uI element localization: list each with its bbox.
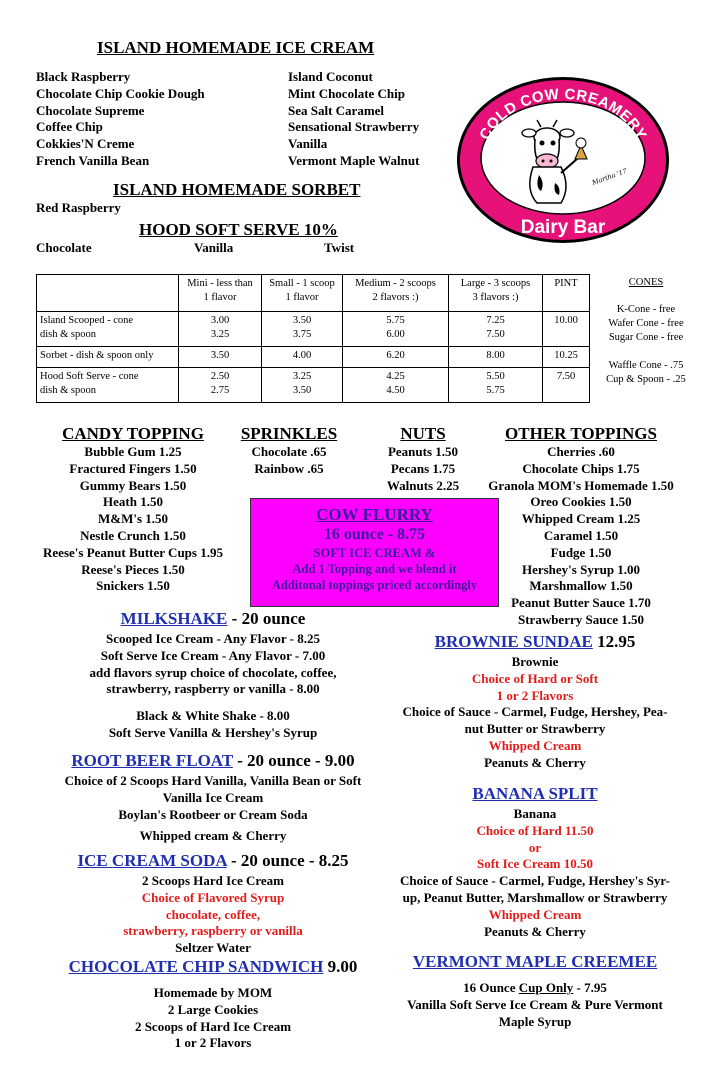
other-item: Marshmallow 1.50 [529, 578, 633, 594]
flavor-item: Chocolate Supreme [36, 102, 145, 118]
candy-item: Reese's Peanut Butter Cups 1.95 [43, 544, 223, 560]
flurry-price: 16 ounce - 8.75 [323, 526, 426, 543]
banana-sauce-line: up, Peanut Butter, Marshmallow or Strawberry [402, 889, 668, 905]
sandwich-price: 9.00 [323, 957, 358, 976]
candy-toppings [26, 423, 240, 595]
candy-item: Bubble Gum 1.25 [84, 444, 182, 459]
flurry-title: COW FLURRY [316, 505, 433, 524]
flurry-line: Additonal toppings priced accordingly [271, 578, 478, 592]
sorbet-title: ISLAND HOMEMADE SORBET [113, 180, 361, 199]
cone-item: Sugar Cone - free [608, 332, 684, 343]
table-cell: 2.50 2.75 [179, 368, 262, 403]
table-cell: 7.25 7.50 [449, 312, 543, 347]
flavor-item: Vanilla [288, 136, 328, 152]
creemee-line: Vanilla Soft Serve Ice Cream & Pure Vermont [407, 996, 663, 1012]
flurry-line: SOFT ICE CREAM & [313, 546, 436, 560]
cone-item: Wafer Cone - free [608, 318, 684, 329]
root-beer-line: Vanilla Ice Cream [162, 789, 264, 805]
table-cell: 3.00 3.25 [179, 312, 262, 347]
soft-serve-flavor: Twist [324, 240, 355, 255]
soda-syrup-line: Choice of Flavored Syrup [141, 889, 285, 905]
creemee-title: VERMONT MAPLE CREEMEE [412, 952, 658, 971]
other-toppings [478, 423, 684, 629]
soda-syrup-line: strawberry, raspberry or vanilla [123, 923, 303, 939]
soft-serve-flavor: Vanilla [194, 240, 234, 255]
flavor-list-left [36, 69, 205, 170]
creemee-size-line [384, 980, 686, 997]
flavor-item: Chocolate Chip Cookie Dough [36, 85, 205, 101]
milkshake-line: Scooped Ice Cream - Any Flavor - 8.25 [106, 631, 320, 646]
logo-bottom-text: Dairy Bar [520, 217, 606, 238]
banana-split-section [384, 783, 686, 940]
milkshake-title: MILKSHAKE [120, 609, 228, 628]
milkshake-line: add flavors syrup choice of chocolate, coffee, [89, 664, 337, 680]
flavor-item: Black Raspberry [36, 69, 131, 84]
brownie-last: Peanuts & Cherry [484, 754, 586, 770]
sprinkles [232, 423, 346, 478]
soda-line: Seltzer Water [175, 940, 251, 956]
brownie-sauce-line: Choice of Sauce - Carmel, Fudge, Hershey, Pea- [402, 704, 668, 720]
soda-size: - 20 ounce - 8.25 [226, 851, 349, 870]
sprinkles-title: SPRINKLES [240, 424, 338, 443]
soda-syrup-line: chocolate, coffee, [165, 906, 261, 922]
flavor-item: Sensational Strawberry [288, 119, 420, 135]
table-cell: 7.50 [543, 368, 590, 403]
sandwich-section [40, 956, 386, 1052]
table-cell: 8.00 [449, 347, 543, 368]
logo-signature: Martha '17 [590, 166, 628, 187]
banana-choice-line: Choice of Hard 11.50 [476, 822, 594, 838]
soda-line: 2 Scoops Hard Ice Cream [141, 873, 285, 888]
sprinkle-item: Rainbow .65 [254, 460, 324, 476]
table-cell: 5.50 5.75 [449, 368, 543, 403]
candy-item: Gummy Bears 1.50 [79, 477, 187, 493]
creemee-line: Maple Syrup [498, 1013, 572, 1029]
creemee-size-price: - 7.95 [573, 980, 607, 995]
candy-item: Reese's Pieces 1.50 [81, 561, 185, 577]
cone-item: Waffle Cone - .75 [608, 360, 684, 371]
nuts-title: NUTS [400, 424, 446, 443]
root-beer-title: ROOT BEER FLOAT [71, 751, 233, 770]
sorbet-flavor: Red Raspberry [36, 200, 121, 215]
nut-item: Pecans 1.75 [390, 460, 456, 476]
cones-title: CONES [628, 277, 664, 288]
other-item: Peanut Butter Sauce 1.70 [511, 595, 651, 611]
milkshake-extra: Soft Serve Vanilla & Hershey's Syrup [108, 724, 318, 740]
table-header-cell: Large - 3 scoops 3 flavors :) [449, 275, 543, 312]
table-header-row [37, 275, 590, 312]
root-beer-line: Choice of 2 Scoops Hard Vanilla, Vanilla Bean or Soft [64, 773, 362, 788]
creemee-size-prefix: 16 Ounce [463, 980, 519, 995]
sandwich-line: 2 Large Cookies [167, 1001, 259, 1017]
cow-flurry-box [250, 498, 499, 607]
nuts [372, 423, 474, 494]
logo-top-text: COLD COW CREAMERY [476, 85, 650, 143]
table-cell: 3.50 [179, 347, 262, 368]
table-row [37, 368, 590, 403]
nut-item: Peanuts 1.50 [387, 444, 459, 459]
banana-sauce-line: Choice of Sauce - Carmel, Fudge, Hershey's Syr- [400, 873, 670, 889]
soda-title: ICE CREAM SODA [77, 851, 227, 870]
sandwich-line: Homemade by MOM [153, 985, 273, 1000]
banana-last: Peanuts & Cherry [484, 923, 586, 939]
candy-item: Heath 1.50 [103, 494, 163, 510]
brownie-section [384, 631, 686, 772]
table-cell: 6.20 [343, 347, 449, 368]
creemee-section [384, 951, 686, 1030]
soft-serve-title: HOOD SOFT SERVE 10% [139, 220, 338, 239]
table-cell: Sorbet - dish & spoon only [37, 347, 179, 368]
flavor-list-right [288, 69, 419, 170]
flavor-item: Cokkies'N Creme [36, 136, 135, 152]
other-item: Whipped Cream 1.25 [521, 511, 641, 527]
sandwich-line: 1 or 2 Flavors [174, 1035, 252, 1051]
other-item: Cherries .60 [547, 444, 615, 459]
table-cell: 10.00 [543, 312, 590, 347]
table-cell: Hood Soft Serve - cone dish & spoon [37, 368, 179, 403]
brownie-choice-line: Choice of Hard or Soft [471, 670, 599, 686]
other-item: Hershey's Syrup 1.00 [521, 561, 641, 577]
flavor-item: Island Coconut [288, 69, 373, 84]
table-cell: 4.00 [262, 347, 343, 368]
brownie-sauce-line: nut Butter or Strawberry [464, 721, 606, 737]
other-item: Strawberry Sauce 1.50 [517, 611, 644, 627]
milkshake-extra: Black & White Shake - 8.00 [136, 708, 290, 724]
cone-item: Cup & Spoon - .25 [606, 374, 686, 385]
banana-line: Banana [513, 806, 557, 821]
table-header-cell: Small - 1 scoop 1 flavor [262, 275, 343, 312]
brownie-whipped: Whipped Cream [488, 737, 582, 753]
price-table [36, 274, 590, 403]
candy-item: M&M's 1.50 [97, 511, 169, 527]
cones-list [586, 276, 706, 387]
table-header-cell: Medium - 2 scoops 2 flavors :) [343, 275, 449, 312]
flurry-line: Add 1 Topping and we blend it [292, 562, 457, 576]
milkshake-line: strawberry, raspberry or vanilla - 8.00 [106, 681, 320, 697]
table-row [37, 312, 590, 347]
brownie-price: 12.95 [592, 632, 636, 651]
candy-item: Fractured Fingers 1.50 [69, 460, 197, 476]
table-cell: 10.25 [543, 347, 590, 368]
ice-cream-title: ISLAND HOMEMADE ICE CREAM [97, 38, 375, 57]
banana-title: BANANA SPLIT [472, 784, 598, 803]
other-item: Granola MOM's Homemade 1.50 [488, 477, 674, 493]
other-item: Chocolate Chips 1.75 [522, 460, 640, 476]
brownie-line: Brownie [511, 654, 559, 669]
root-beer-line: Boylan's Rootbeer or Cream Soda [118, 806, 308, 822]
banana-whipped: Whipped Cream [488, 906, 582, 922]
root-beer-extra: Whipped cream & Cherry [139, 828, 287, 844]
table-cell: 4.25 4.50 [343, 368, 449, 403]
brownie-title: BROWNIE SUNDAE [434, 632, 593, 651]
other-title: OTHER TOPPINGS [505, 424, 657, 443]
table-cell: Island Scooped - cone dish & spoon [37, 312, 179, 347]
other-item: Oreo Cookies 1.50 [530, 494, 632, 510]
other-item: Fudge 1.50 [550, 544, 612, 560]
table-cell: 5.75 6.00 [343, 312, 449, 347]
table-header-cell [37, 275, 179, 312]
table-header-cell: PINT [543, 275, 590, 312]
creemee-cup-only: Cup Only [518, 980, 574, 995]
sandwich-title: CHOCOLATE CHIP SANDWICH [68, 957, 324, 976]
banana-choice-line: or [528, 839, 542, 855]
table-row [37, 347, 590, 368]
candy-item: Snickers 1.50 [96, 578, 170, 594]
flavor-item: Sea Salt Caramel [288, 102, 385, 118]
flavor-item: Mint Chocolate Chip [288, 85, 405, 101]
brownie-choice-line: 1 or 2 Flavors [496, 687, 574, 703]
milkshake-line: Soft Serve Ice Cream - Any Flavor - 7.00 [100, 647, 326, 663]
table-header-cell: Mini - less than 1 flavor [179, 275, 262, 312]
table-cell: 3.50 3.75 [262, 312, 343, 347]
sprinkle-item: Chocolate .65 [251, 444, 327, 459]
candy-item: Nestle Crunch 1.50 [80, 527, 186, 543]
flavor-item: French Vanilla Bean [36, 152, 150, 168]
table-cell: 3.25 3.50 [262, 368, 343, 403]
milkshake-size: - 20 ounce [227, 609, 306, 628]
flavor-item: Coffee Chip [36, 119, 103, 135]
cold-cow-creamery-logo [455, 75, 671, 245]
ice-cream-soda-section [40, 850, 386, 957]
nut-item: Walnuts 2.25 [386, 477, 460, 493]
flavor-item: Vermont Maple Walnut [288, 152, 420, 168]
cone-item: K-Cone - free [616, 304, 676, 315]
root-beer-size: - 20 ounce - 9.00 [232, 751, 355, 770]
milkshake-section [40, 608, 386, 742]
candy-title: CANDY TOPPING [62, 424, 204, 443]
root-beer-section [30, 750, 396, 845]
sandwich-line: 2 Scoops of Hard Ice Cream [134, 1018, 292, 1034]
soft-serve-flavor: Chocolate [36, 240, 92, 255]
banana-choice-line: Soft Ice Cream 10.50 [476, 856, 593, 872]
other-item: Caramel 1.50 [543, 527, 619, 543]
